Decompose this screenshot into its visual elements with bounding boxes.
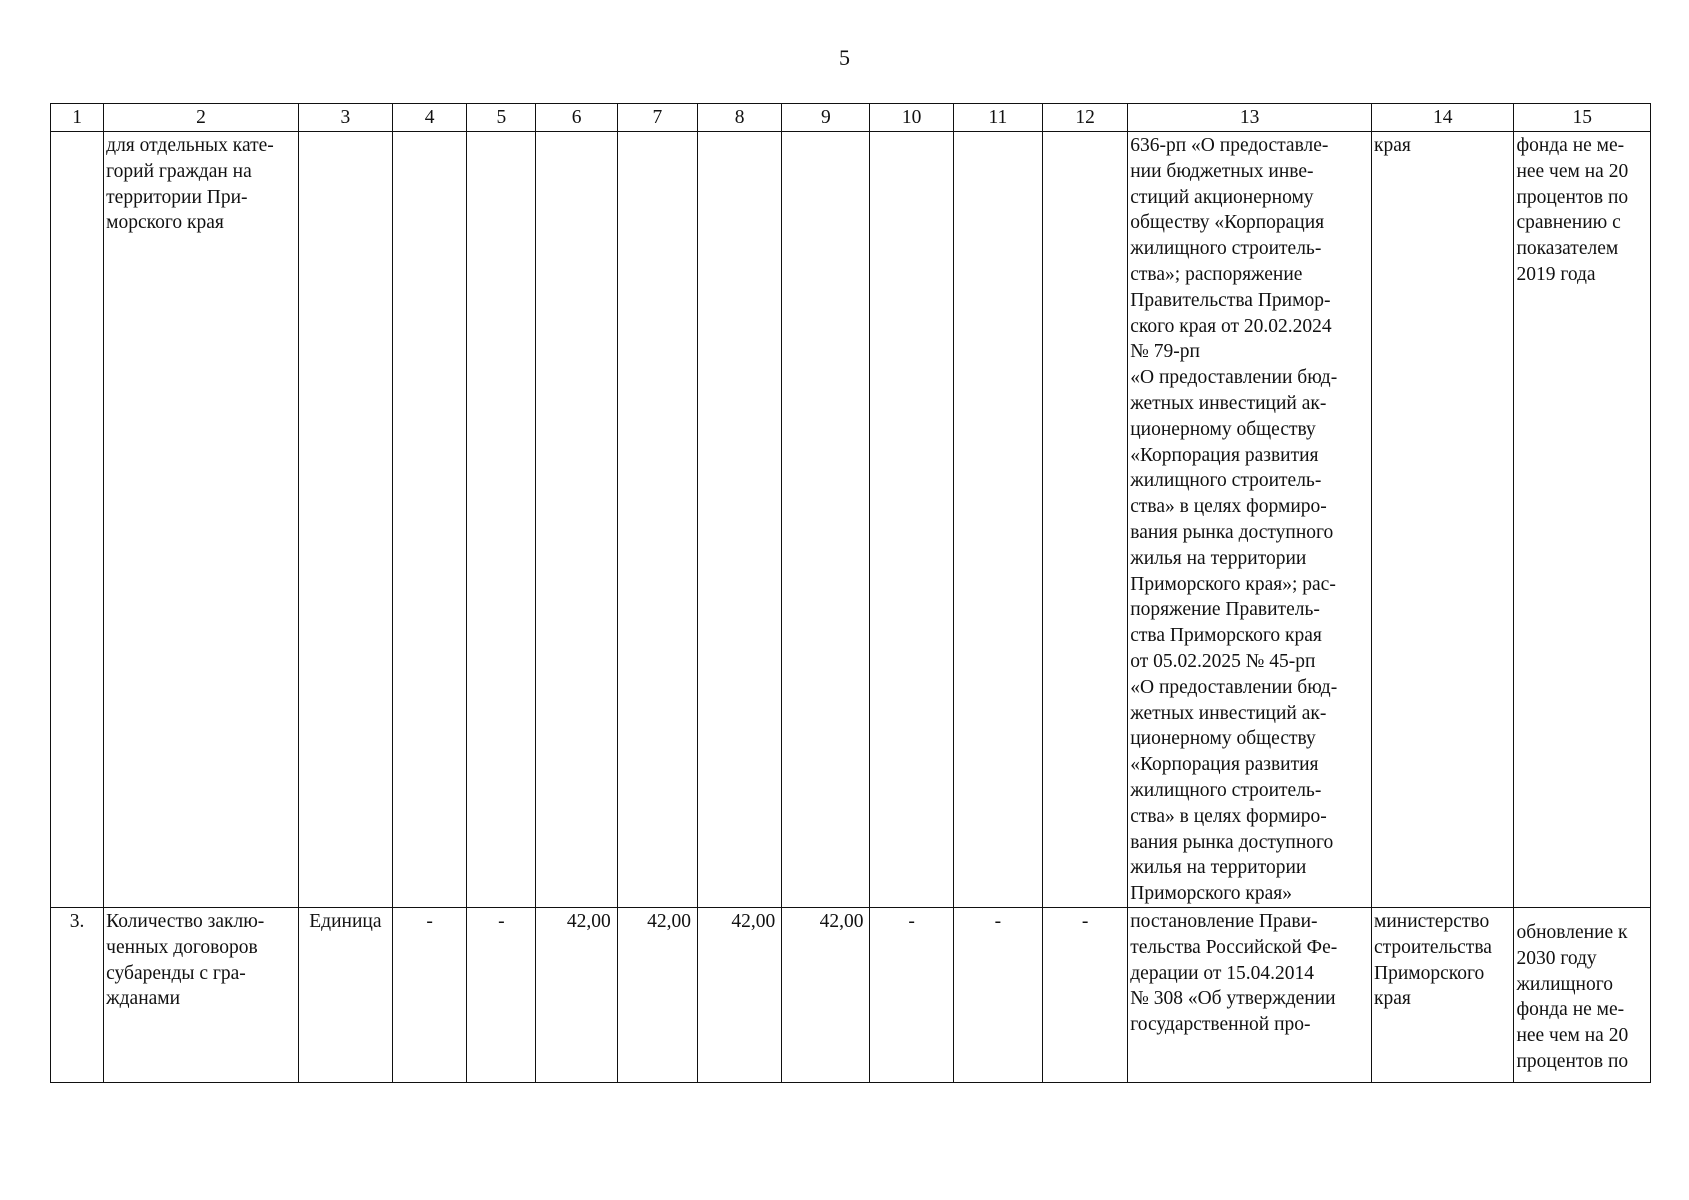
cell-unit: Единица (298, 907, 392, 1082)
page-number: 5 (839, 45, 850, 70)
cell-value-7: 42,00 (617, 907, 697, 1082)
column-header: 2 (104, 104, 299, 132)
column-header: 7 (617, 104, 697, 132)
column-header: 9 (782, 104, 870, 132)
cell-value-11: - (953, 907, 1042, 1082)
cell-value-7 (617, 132, 697, 908)
cell-indicator-name: Количество заклю- ченных договоров субаренды с гра- жданами (104, 907, 299, 1082)
column-header: 12 (1042, 104, 1127, 132)
column-header: 4 (393, 104, 467, 132)
column-header: 3 (298, 104, 392, 132)
cell-value-6 (536, 132, 617, 908)
cell-unit (298, 132, 392, 908)
cell-responsible: министерство строительства Приморского края (1372, 907, 1514, 1082)
cell-responsible: края (1372, 132, 1514, 908)
cell-value-5: - (467, 907, 536, 1082)
cell-goal: фонда не ме- нее чем на 20 процентов по сравнению с показателем 2019 года (1514, 132, 1651, 908)
indicators-table (50, 103, 1651, 1083)
column-header: 10 (870, 104, 953, 132)
cell-goal: обновление к 2030 году жилищного фонда не ме- нее чем на 20 процентов по (1514, 907, 1651, 1082)
cell-value-5 (467, 132, 536, 908)
cell-value-10: - (870, 907, 953, 1082)
cell-value-11 (953, 132, 1042, 908)
column-header: 11 (953, 104, 1042, 132)
column-header: 1 (51, 104, 104, 132)
cell-value-9 (782, 132, 870, 908)
cell-value-9: 42,00 (782, 907, 870, 1082)
cell-number (51, 132, 104, 908)
table-row (51, 907, 1651, 1082)
column-header: 14 (1372, 104, 1514, 132)
cell-document: 636-рп «О предоставле- нии бюджетных инве- стиций акционерному обществу «Корпорация жилищного строитель- ства»; распоряжение Правительства Примор- ского края от 20.02.2024 № 79-рп «О предоставлении бюд- жетных инвестиций ак- ционерному обществу «Корпорация развития жилищного строитель- ства» в целях формиро- вания рынка доступного жилья на территории Приморского края»; рас- поряжение Правитель- ства Приморского края от 05.02.2025 № 45-рп «О предоставлении бюд- жетных инвестиций ак- ционерному обществу «Корпорация развития жилищного строитель- ства» в целях формиро- вания рынка доступного жилья на территории Приморского края» (1128, 132, 1372, 908)
cell-number: 3. (51, 907, 104, 1082)
column-header: 13 (1128, 104, 1372, 132)
header-row (51, 104, 1651, 132)
column-header: 8 (697, 104, 781, 132)
cell-value-6: 42,00 (536, 907, 617, 1082)
cell-indicator-name: для отдельных кате- горий граждан на территории При- морского края (104, 132, 299, 908)
cell-value-8: 42,00 (697, 907, 781, 1082)
cell-document: постановление Прави- тельства Российской Фе- дерации от 15.04.2014 № 308 «Об утверждении государственной про- (1128, 907, 1372, 1082)
cell-value-4 (393, 132, 467, 908)
cell-value-10 (870, 132, 953, 908)
cell-value-12: - (1042, 907, 1127, 1082)
column-header: 15 (1514, 104, 1651, 132)
cell-value-12 (1042, 132, 1127, 908)
cell-value-4: - (393, 907, 467, 1082)
column-header: 6 (536, 104, 617, 132)
column-header: 5 (467, 104, 536, 132)
table-row (51, 132, 1651, 908)
cell-value-8 (697, 132, 781, 908)
